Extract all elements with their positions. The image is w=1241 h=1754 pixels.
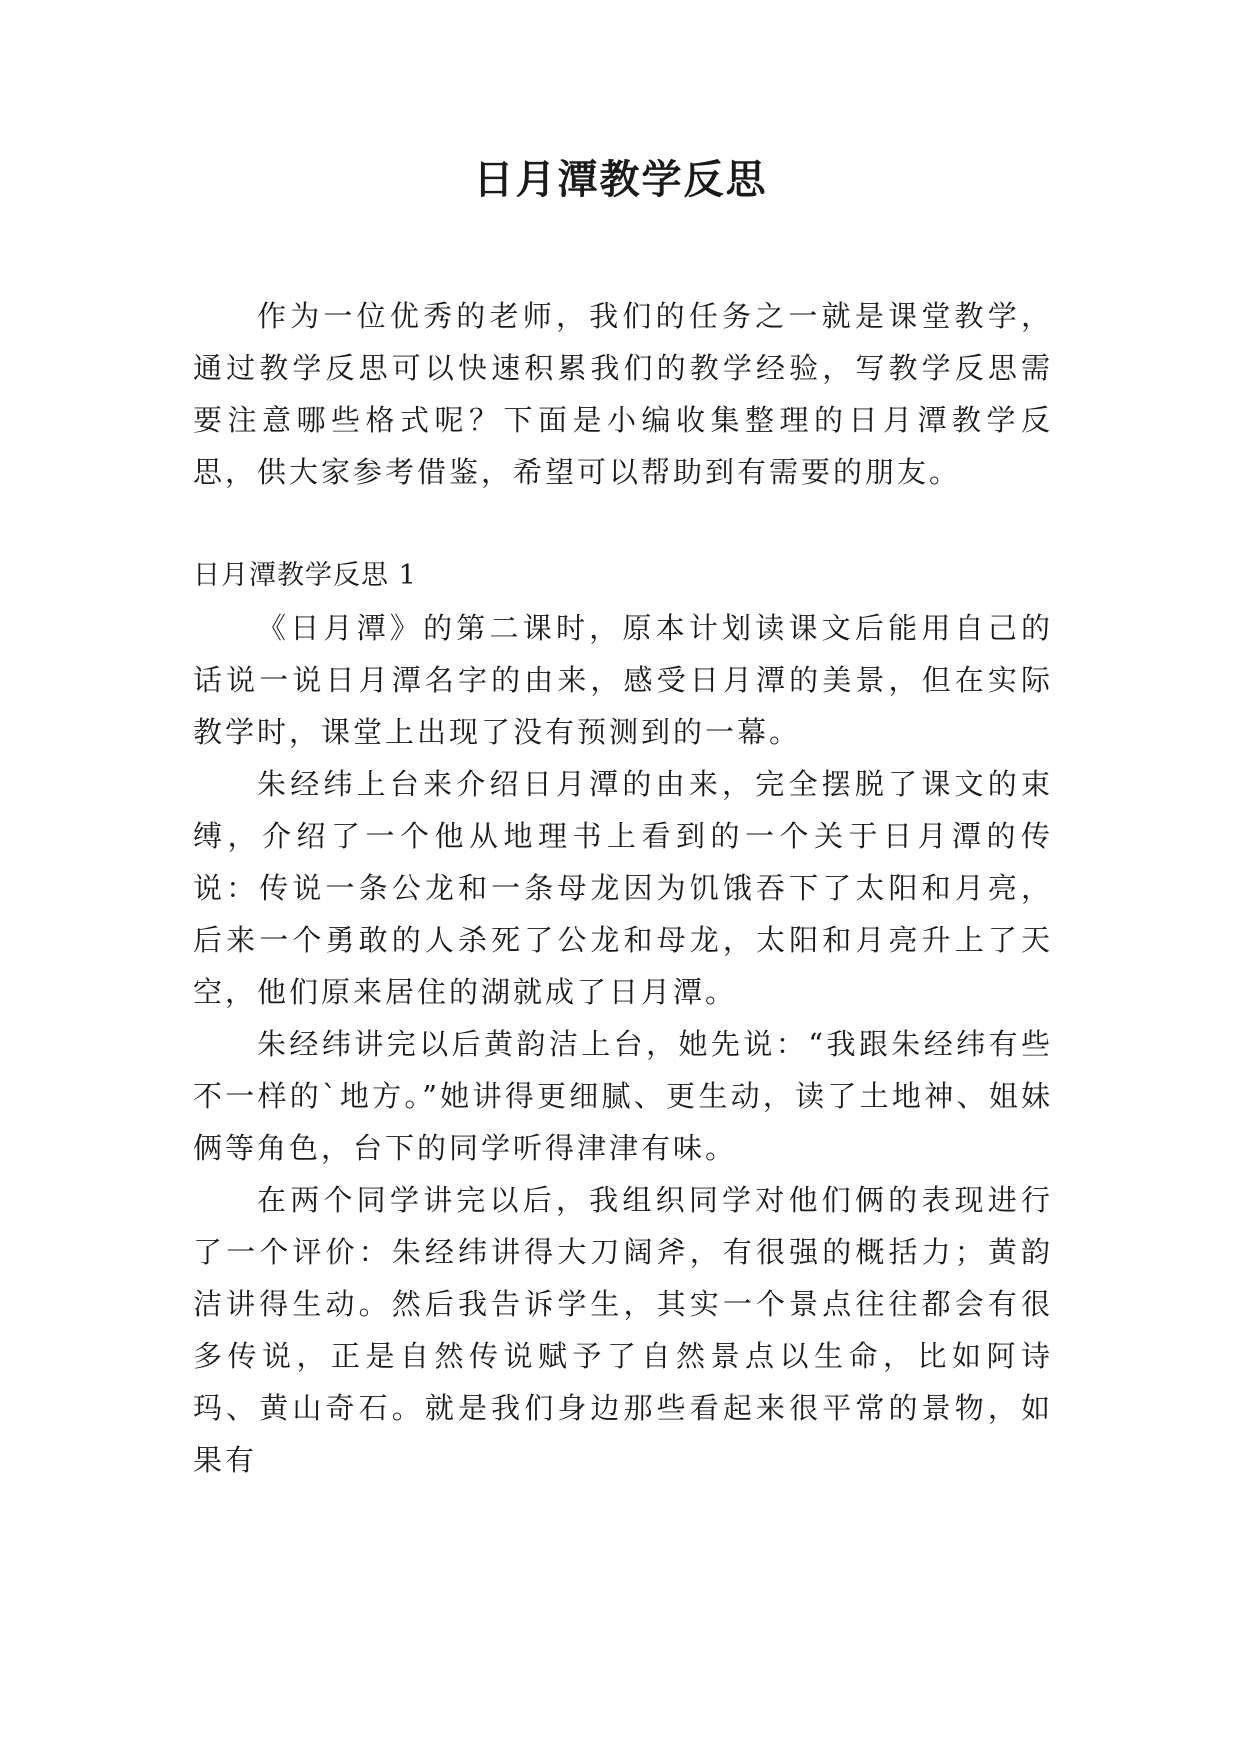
section-heading: 日月潭教学反思 1 [193,560,417,591]
body-paragraph: 朱经纬讲完以后黄韵洁上台，她先说：“我跟朱经纬有些不一样的`地方。”她讲得更细腻、更生动，读了土地神、姐妹俩等角色，台下的同学听得津津有味。 [193,1027,1053,1165]
body-paragraph: 在两个同学讲完以后，我组织同学对他们俩的表现进行了一个评价：朱经纬讲得大刀阔斧，有很强的概括力；黄韵洁讲得生动。然后我告诉学生，其实一个景点往往都会有很多传说，正是自然传说赋予了自然景点以生命，比如阿诗玛、黄山奇石。就是我们身边那些看起来很平常的景物，如果有 [193,1183,1053,1477]
body-paragraph: 《日月潭》的第二课时，原本计划读课文后能用自己的话说一说日月潭名字的由来，感受日月潭的美景，但在实际教学时，课堂上出现了没有预测到的一幕。 [193,611,1053,749]
document-body [193,290,1053,1486]
intro-paragraph: 作为一位优秀的老师，我们的任务之一就是课堂教学，通过教学反思可以快速积累我们的教学经验，写教学反思需要注意哪些格式呢？下面是小编收集整理的日月潭教学反思，供大家参考借鉴，希望可以帮助到有需要的朋友。 [193,299,1053,489]
document-title: 日月潭教学反思 [473,157,768,203]
body-paragraph: 朱经纬上台来介绍日月潭的由来，完全摆脱了课文的束缚，介绍了一个他从地理书上看到的一个关于日月潭的传说：传说一条公龙和一条母龙因为饥饿吞下了太阳和月亮，后来一个勇敢的人杀死了公龙和母龙，太阳和月亮升上了天空，他们原来居住的湖就成了日月潭。 [193,767,1053,1009]
